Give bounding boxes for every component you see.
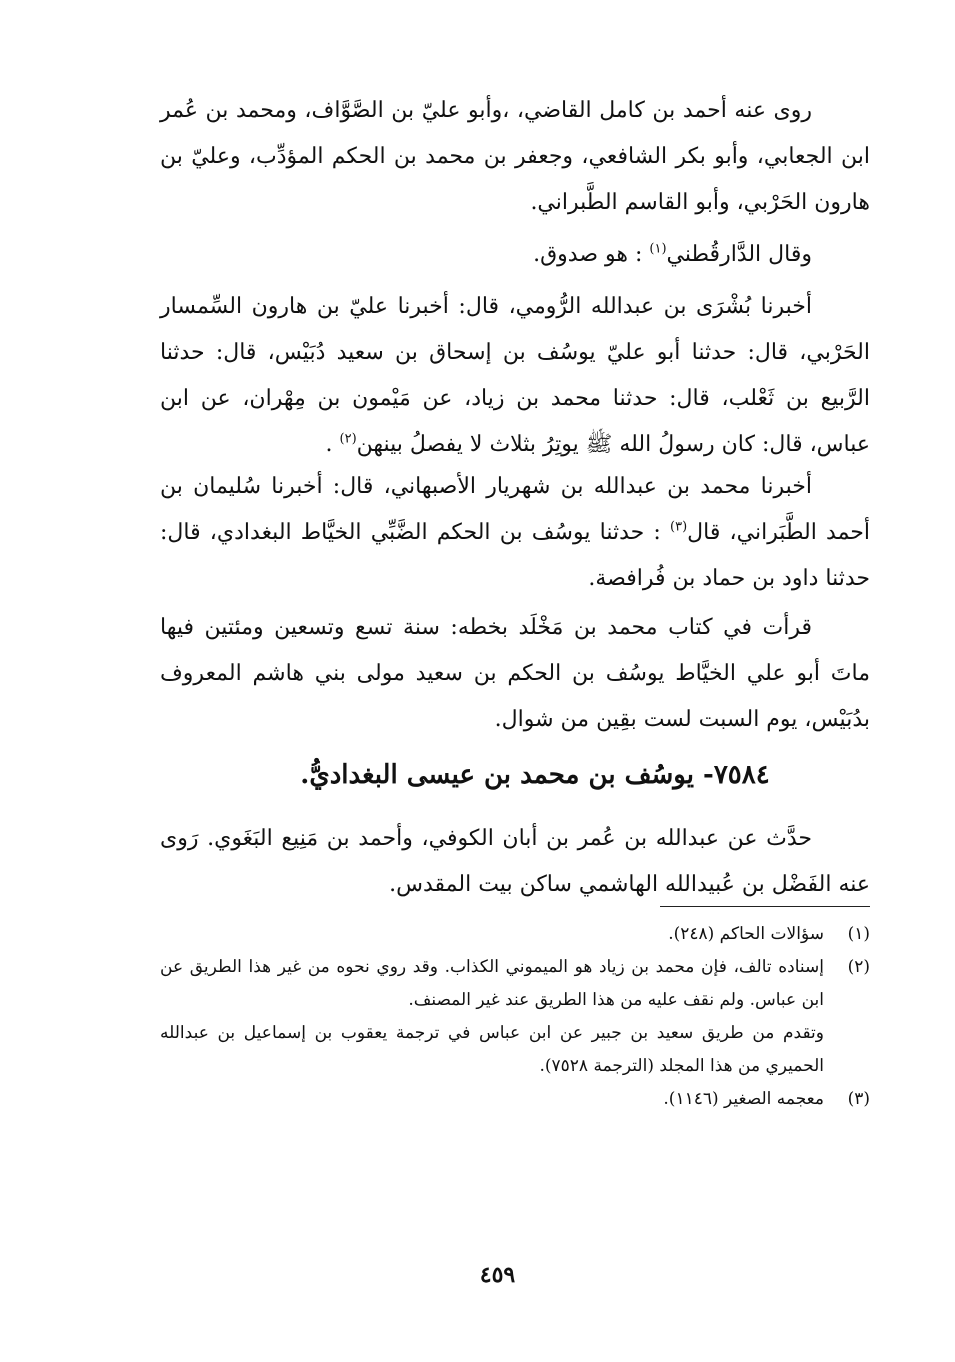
footnote-text: سؤالات الحاكم (٢٤٨).	[668, 924, 824, 944]
paragraph-text: وقال الدَّارقُطني	[666, 242, 812, 267]
paragraph-text: قرأت في كتاب محمد بن مَخْلَد بخطه: سنة تسع وتسعين ومئتين فيها ماتَ أبو علي الخيَّاط يوسُف بن الحكم بن سعيد مولى بني هاشم المعروف بدُبَيْس، يوم السبت لست بقِين من شوال.	[160, 615, 870, 732]
footnotes	[160, 918, 870, 1116]
footnote-number: (٣)	[847, 1089, 870, 1109]
footnote-separator	[660, 906, 870, 907]
paragraph-haddatha	[160, 816, 870, 908]
paragraph-text: : هو صدوق.	[533, 242, 650, 267]
footnote-text: إسناده تالف، فإن محمد بن زياد هو الميموني الكذاب. وقد روي نحوه من غير هذا الطريق عن ابن عباس. ولم نقف عليه من هذا الطريق عند غير المصنف.	[160, 957, 824, 1010]
paragraph-makhlad	[160, 605, 870, 743]
footnote-1	[160, 918, 870, 951]
footnote-ref-2: (٢)	[339, 431, 357, 447]
footnote-3	[160, 1083, 870, 1116]
paragraph-text: : حدثنا يوسُف بن الحكم الضَّبِّي الخيَّاط البغدادي، قال: حدثنا داود بن حماد بن فُرافصة.	[160, 520, 870, 591]
paragraph-text: .	[325, 432, 340, 457]
paragraph-daraqutni	[160, 232, 870, 278]
footnote-2-continuation: وتقدم من طريق سعيد بن جبير عن ابن عباس في ترجمة يعقوب بن إسماعيل بن عبدالله الحميري من هذا المجلد (الترجمة ٧٥٢٨).	[160, 1023, 824, 1076]
footnote-number: (٢)	[847, 957, 870, 977]
paragraph-text: حدَّث عن عبدالله بن عُمر بن أبان الكوفي، وأحمد بن مَنِيع البَغَوي. رَوى عنه الفَضْل بن عُبيدالله الهاشمي ساكن بيت المقدس.	[160, 826, 870, 897]
page-number: ٤٥٩	[479, 1262, 516, 1288]
footnote-ref-3: (٣)	[670, 519, 688, 535]
footnote-ref-1: (١)	[649, 241, 667, 257]
paragraph-text: روى عنه أحمد بن كامل القاضي، ،وأبو عليّ بن الصَّوَّاف، ومحمد بن عُمر ابن الجعابي، وأبو بكر الشافعي، وجعفر بن محمد بن الحكم المؤدِّب، وعليّ بن هارون الحَرْبي، وأبو القاسم الطَّبراني.	[160, 98, 870, 215]
entry-heading: ٧٥٨٤- يوسُف بن محمد بن عيسى البغداديُّ.	[300, 760, 770, 790]
paragraph-hadith-chain	[160, 284, 870, 468]
paragraph-isbahani	[160, 464, 870, 602]
paragraph-text: أخبرنا محمد بن عبدالله بن شهريار الأصبهاني، قال: أخبرنا سُليمان بن أحمد الطَّبَراني، قال	[160, 474, 871, 545]
footnote-number: (١)	[847, 924, 870, 944]
paragraph-text: أخبرنا بُشْرَى بن عبدالله الرُّومي، قال: أخبرنا عليّ بن هارون السِّمسار الحَرْبي، قال: حدثنا أبو عليّ يوسُف بن إسحاق بن سعيد دُبَيْس، قال: حدثنا الرَّبيع بن ثَعْلب، قال: حدثنا محمد بن زياد، عن مَيْمون بن مِهْران، عن ابن عباس، قال: كان رسولُ الله ﷺ يوتِرُ بثلاث لا يفصلُ بينهن	[160, 294, 870, 457]
paragraph-narrators	[160, 88, 870, 226]
footnote-text: معجمه الصغير (١١٤٦).	[663, 1089, 824, 1109]
footnote-2	[160, 951, 870, 1017]
